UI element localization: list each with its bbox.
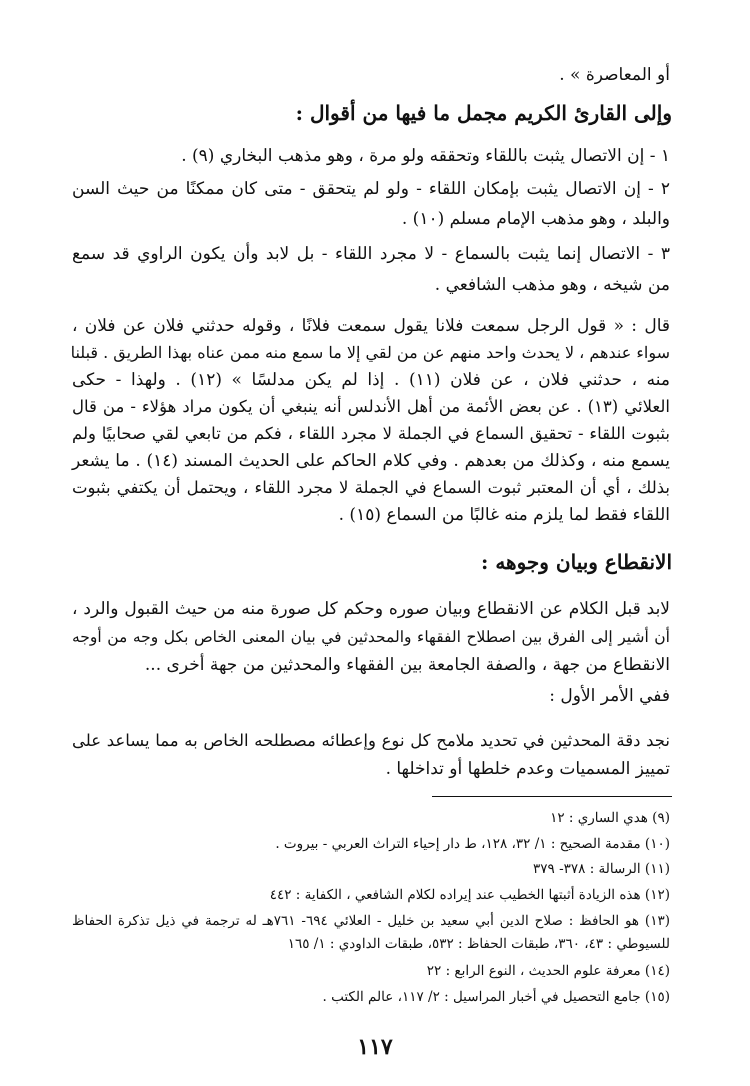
list-item: ١ - إن الاتصال يثبت باللقاء وتحققه ولو مرة ، وهو مذهب البخاري (٩) .: [181, 146, 670, 166]
footnote-divider: [432, 796, 672, 797]
text-line: والبلد ، وهو مذهب الإمام مسلم (١٠) .: [401, 209, 670, 229]
section-heading: الانقطاع وبيان وجوهه :: [480, 550, 672, 574]
quote-line: منه ، حدثني فلان ، عن فلان (١١) . إذا لم يكن مدلسًا » (١٢) . ولهذا - حكى: [72, 370, 670, 390]
list-item: ٣ - الاتصال إنما يثبت بالسماع - لا مجرد اللقاء - بل لابد وأن يكون الراوي قد سمع: [72, 244, 670, 264]
footnote: للسيوطي : ٤٣، ٣٦٠، طبقات الحفاظ : ٥٣٢، طبقات الداودي : ١/ ١٦٥: [287, 936, 670, 952]
text-line: ففي الأمر الأول :: [549, 686, 670, 706]
footnote: (١٣) هو الحافظ : صلاح الدين أبي سعيد بن خليل - العلائي ٦٩٤- ٧٦١هـ له ترجمة في ذيل تذكرة الحفاظ: [72, 913, 670, 929]
list-item: ٢ - إن الاتصال يثبت بإمكان اللقاء - ولو لم يتحقق - متى كان ممكنًا من حيث السن: [72, 179, 670, 199]
quote-line: العلائي (١٣) . عن بعض الأئمة من أهل الأندلس أنه ينبغي أن يكون مراد هؤلاء - من قال: [72, 397, 670, 416]
page-number: ١١٧: [357, 1034, 393, 1060]
quote-line: يسمع منه ، وكذلك من بعدهم . وفي كلام الحاكم على الحديث المسند (١٤) . ما يشعر: [72, 451, 671, 471]
footnote: (١١) الرسالة : ٣٧٨- ٣٧٩: [533, 861, 670, 877]
footnote: (١٠) مقدمة الصحيح : ١/ ٣٢، ١٢٨، ط دار إحياء التراث العربي - بيروت .: [275, 836, 670, 852]
text-line: الانقطاع من جهة ، والصفة الجامعة بين الفقهاء والمحدثين من جهة أخرى ...: [144, 655, 670, 675]
text-line: لابد قبل الكلام عن الانقطاع وبيان صوره وحكم كل صورة منه من حيث القبول والرد ،: [72, 599, 670, 619]
footnote: (٩) هدي الساري : ١٢: [550, 810, 670, 826]
text-line: تمييز المسميات وعدم خلطها أو تداخلها .: [385, 759, 670, 779]
footnote: (١٤) معرفة علوم الحديث ، النوع الرابع : ٢٢: [426, 963, 670, 979]
footnote: (١٢) هذه الزيادة أثبتها الخطيب عند إيراده لكلام الشافعي ، الكفاية : ٤٤٢: [269, 887, 670, 903]
quote-line: قال : « قول الرجل سمعت فلانا يقول سمعت فلانًا ، وقوله حدثني فلان عن فلان ،: [72, 316, 670, 336]
text-line: أو المعاصرة » .: [559, 65, 670, 85]
quote-line: سواء عندهم ، لا يحدث واحد منهم عن من لقي إلا ما سمع منه ممن عناه بهذا الطريق . قبلنا: [70, 343, 670, 362]
text-line: من شيخه ، وهو مذهب الشافعي .: [434, 275, 670, 295]
text-line: أن أشير إلى الفرق بين اصطلاح الفقهاء والمحدثين في بيان المعنى الخاص بكل وجه من أوجه: [72, 628, 670, 646]
text-line: نجد دقة المحدثين في تحديد ملامح كل نوع وإعطائه مصطلحه الخاص به مما يساعد على: [72, 731, 670, 750]
quote-line: اللقاء فقط لما يلزم منه غالبًا من السماع (١٥) .: [338, 505, 670, 525]
quote-line: بذلك ، أي أن المعتبر ثبوت السماع في الجملة لا مجرد اللقاء ، ويحتمل أن يكتفي بثبوت: [72, 478, 670, 497]
quote-line: بثبوت اللقاء - تحقيق السماع في الجملة لا مجرد اللقاء ، فكم من تابعي لقي صحابيًا ولم: [72, 424, 670, 443]
footnote: (١٥) جامع التحصيل في أخبار المراسيل : ٢/ ١١٧، عالم الكتب .: [322, 989, 670, 1005]
section-heading: وإلى القارئ الكريم مجمل ما فيها من أقوال :: [295, 101, 672, 125]
